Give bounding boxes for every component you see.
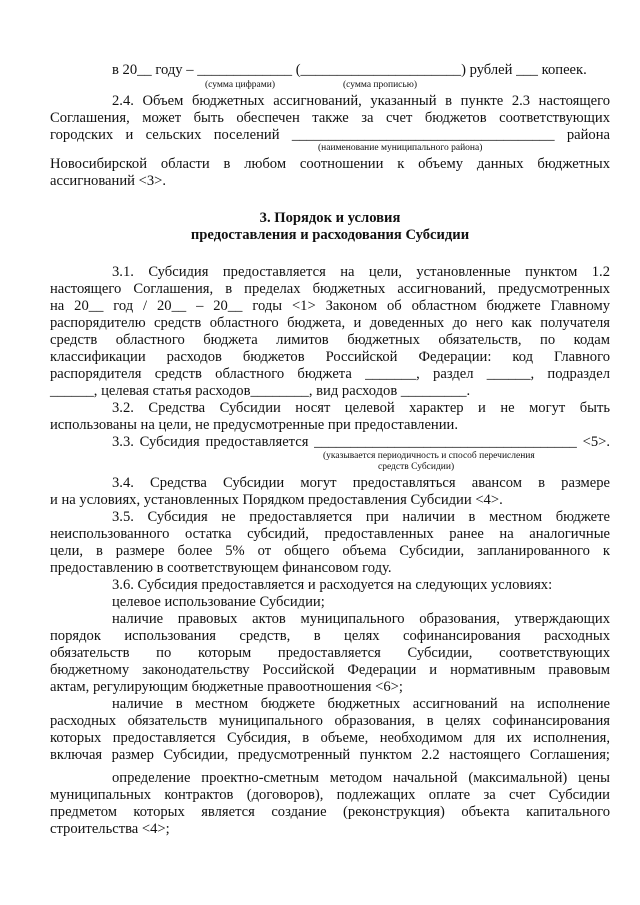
p31-line-4: распорядителю средств областного бюджета, и доведенных до него как получателя <box>50 315 610 331</box>
p34-line-1: 3.4. Средства Субсидии могут предоставляться авансом в размере <box>112 475 610 491</box>
section-title-2: предоставления и расходования Субсидии <box>190 227 470 243</box>
p35-line-4: предоставлению в соответствующем финансовом году. <box>50 560 392 576</box>
p24-line-4: Новосибирской области в любом соотношении к объему данных бюджетных <box>50 156 610 172</box>
caption-sum-digits: (сумма цифрами) <box>205 80 275 90</box>
p36-line-6: бюджетному законодательству Российской Федерации и нормативным правовым <box>50 662 610 678</box>
caption-municipal-district: (наименование муниципального района) <box>318 143 483 153</box>
p32-line-1: 3.2. Средства Субсидии носят целевой характер и не могут быть <box>112 400 610 416</box>
p36-line-2: целевое использование Субсидии; <box>112 594 325 610</box>
p36-line-3: наличие правовых актов муниципального образования, утверждающих <box>112 611 610 627</box>
p34-line-2: и на условиях, установленных Порядком предоставления Субсидии <4>. <box>50 492 503 508</box>
p36-line-8: наличие в местном бюджете бюджетных ассигнований на исполнение <box>112 696 610 712</box>
p24-line-5: ассигнований <3>. <box>50 173 166 189</box>
p24-line-1: 2.4. Объем бюджетных ассигнований, указанный в пункте 2.3 настоящего <box>112 93 610 109</box>
section-title-1: 3. Порядок и условия <box>259 210 401 226</box>
p31-line-5: средств областного бюджета лимитов бюджетных обязательств, по кодам <box>50 332 610 348</box>
p31-line-8: ______, целевая статья расходов________, вид расходов _________. <box>50 383 471 399</box>
caption-sum-words: (сумма прописью) <box>343 80 417 90</box>
p35-line-2: неиспользованного остатка субсидий, предоставленных ранее на аналогичные <box>50 526 610 542</box>
p24-line-3: городских и сельских поселений ____________________________________ района <box>50 127 610 143</box>
p36-line-7: актам, регулирующим бюджетные правоотношения <6>; <box>50 679 403 695</box>
p31-line-3: на 20__ год / 20__ – 20__ годы <1> Законом об областном бюджете Главному <box>50 298 610 314</box>
p24-line-2: Соглашения, может быть обеспечен также за счет бюджетов соответствующих <box>50 110 610 126</box>
p36-line-1: 3.6. Субсидия предоставляется и расходуется на следующих условиях: <box>112 577 553 593</box>
p36-line-10: которых предоставляется Субсидия, в объеме, необходимом для их исполнения, <box>50 730 610 746</box>
p35-line-3: цели, в размере более 5% от общего объема Субсидии, запланированного к <box>50 543 610 559</box>
p31-line-1: 3.1. Субсидия предоставляется на цели, установленные пунктом 1.2 <box>112 264 610 280</box>
p36-line-12: определение проектно-сметным методом начальной (максимальной) цены <box>112 770 610 786</box>
p35-line-1: 3.5. Субсидия не предоставляется при наличии в местном бюджете <box>112 509 610 525</box>
p31-line-6: классификации расходов бюджетов Российской Федерации: код Главного <box>50 349 610 365</box>
p36-line-9: расходных обязательств муниципального образования, в целях софинансирования <box>50 713 610 729</box>
caption-subsidy-funds: средств Субсидии) <box>378 462 455 472</box>
amount-line: в 20__ году – _____________ (______________________) рублей ___ копеек. <box>112 62 587 78</box>
caption-periodicity: (указывается периодичность и способ перечисления <box>323 451 535 461</box>
p36-line-14: предметом которых является создание (реконструкция) объекта капитального <box>50 804 610 820</box>
p36-line-13: муниципальных контрактов (договоров), подлежащих оплате за счет Субсидии <box>50 787 610 803</box>
p32-line-2: использованы на цели, не предусмотренные при предоставлении. <box>50 417 459 433</box>
p36-line-5: обязательств по которым предоставляется Субсидии, соответствующих <box>50 645 610 661</box>
p36-line-11: включая размер Субсидии, предусмотренный пунктом 2.2 настоящего Соглашения; <box>50 747 610 763</box>
p31-line-7: распорядителя средств областного бюджета _______, раздел ______, подраздел <box>50 366 610 382</box>
p36-line-4: порядок использования средств, в целях софинансирования расходных <box>50 628 610 644</box>
p36-line-15: строительства <4>; <box>50 821 170 837</box>
p33-line-1: 3.3. Субсидия предоставляется ____________________________________ <5>. <box>112 434 610 450</box>
p31-line-2: настоящего Соглашения, в пределах бюджетных ассигнований, предусмотренных <box>50 281 610 297</box>
